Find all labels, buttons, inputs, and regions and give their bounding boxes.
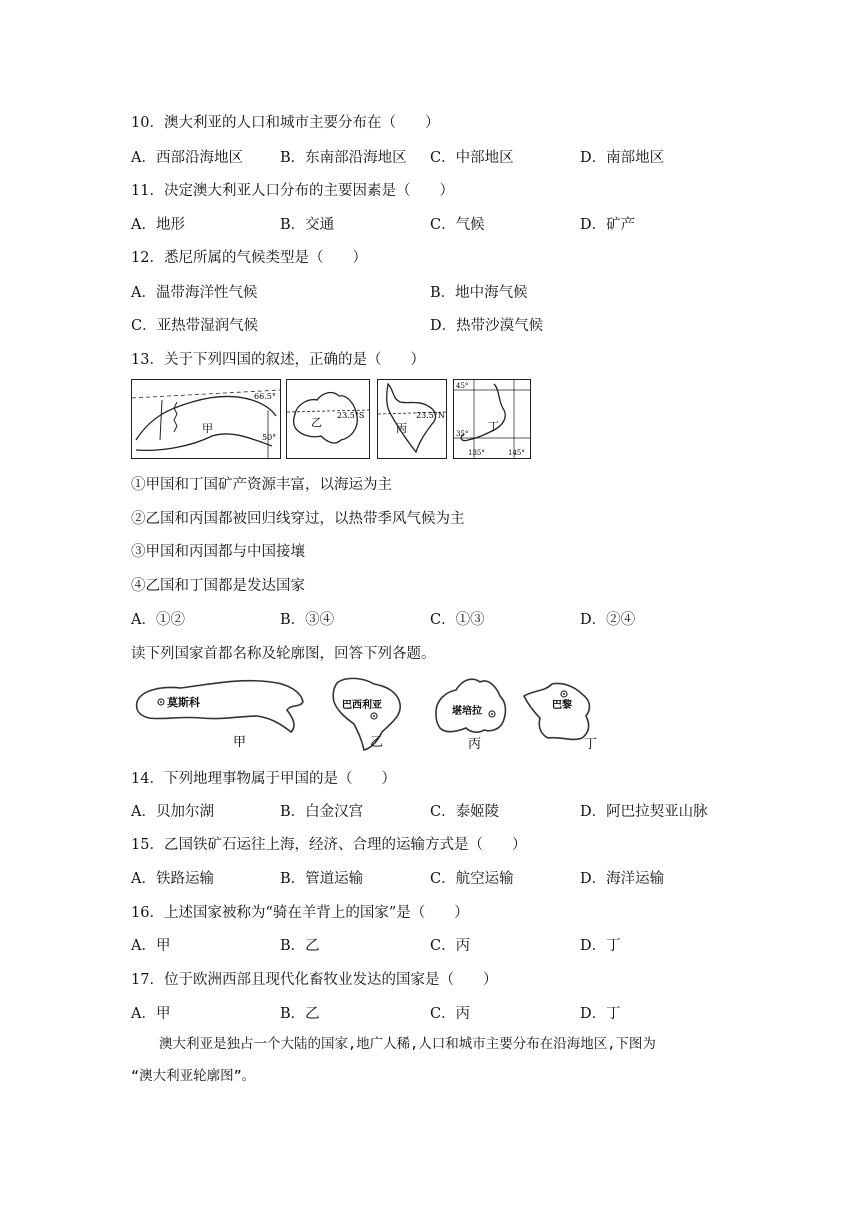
q17-option-c: C．丙: [430, 1006, 471, 1022]
q14-stem: 14．下列地理事物属于甲国的是（ ）: [131, 771, 396, 787]
passage: [131, 1028, 731, 1092]
q14-option-c: C．泰姬陵: [430, 804, 500, 820]
map-ding-label: 丁: [488, 420, 499, 433]
q13-option-b: B．③④: [280, 612, 335, 628]
q16-option-a: A．甲: [131, 938, 171, 954]
q12-option-d: D．热带沙漠气候: [430, 318, 544, 334]
passage-line-2: “澳大利亚轮廓图”。: [131, 1068, 256, 1084]
q15-option-a: A．铁路运输: [131, 871, 214, 887]
map-bing: [377, 379, 447, 459]
map-jia: [131, 379, 281, 459]
map-ding-lon145: 145°: [508, 449, 525, 457]
q14-option-b: B．白金汉宫: [280, 804, 364, 820]
outline-bing: [432, 672, 512, 752]
map-jia-lon: 50°: [262, 433, 277, 442]
q10-stem: 10．澳大利亚的人口和城市主要分布在（ ）: [131, 115, 440, 131]
q14-option-d: D．阿巴拉契亚山脉: [580, 804, 708, 820]
outline-ding-label: 丁: [584, 737, 598, 752]
q12-option-a: A．温带海洋性气候: [131, 285, 258, 301]
q14-option-a: A．贝加尔湖: [131, 804, 214, 820]
outline-brasilia: 巴西利亚: [342, 700, 382, 711]
q13-option-c: C．①③: [430, 612, 485, 628]
q17-option-a: A．甲: [131, 1006, 171, 1022]
q16-option-b: B．乙: [280, 938, 320, 954]
outline-jia-label: 甲: [233, 735, 247, 750]
q15-option-b: B．管道运输: [280, 871, 364, 887]
q15-option-d: D．海洋运输: [580, 871, 665, 887]
outline-jia: [131, 672, 311, 752]
q16-option-d: D．丁: [580, 938, 621, 954]
q11-option-d: D．矿产: [580, 217, 636, 233]
outline-yi-label: 乙: [370, 735, 384, 750]
q16-stem: 16．上述国家被称为“骑在羊背上的国家”是（ ）: [131, 905, 469, 921]
q15-option-c: C．航空运输: [430, 871, 514, 887]
q11-option-b: B．交通: [280, 217, 335, 233]
outline-paris: 巴黎: [552, 700, 572, 711]
outline-bing-label: 丙: [468, 737, 482, 752]
q10-option-c: C．中部地区: [430, 150, 514, 166]
q12-stem: 12．悉尼所属的气候类型是（ ）: [131, 250, 367, 266]
q17-stem: 17．位于欧洲西部且现代化畜牧业发达的国家是（ ）: [131, 972, 498, 988]
map-bing-label: 丙: [396, 422, 407, 435]
q11-stem: 11．决定澳大利亚人口分布的主要因素是（ ）: [131, 183, 454, 199]
q10-option-b: B．东南部沿海地区: [280, 150, 407, 166]
q13-option-a: A．①②: [131, 612, 185, 628]
map-jia-lat: 66.5°: [254, 392, 276, 401]
q13-statement-4: ④乙国和丁国都是发达国家: [131, 578, 305, 594]
q16-option-c: C．丙: [430, 938, 471, 954]
q11-option-c: C．气候: [430, 217, 485, 233]
map-yi: [286, 379, 370, 459]
q12-option-c: C．亚热带湿润气候: [131, 318, 259, 334]
q13-option-d: D．②④: [580, 612, 636, 628]
map-yi-label: 乙: [311, 416, 322, 429]
passage-line-1: 澳大利亚是独占一个大陆的国家,地广人稀,人口和城市主要分布在沿海地区,下图为: [159, 1036, 656, 1052]
map-ding-lon135: 135°: [468, 449, 485, 457]
outline-canberra: 堪培拉: [452, 706, 482, 717]
map-bing-lat: 23.5°N: [416, 411, 445, 420]
q13-statement-1: ①甲国和丁国矿产资源丰富，以海运为主: [131, 477, 392, 493]
outline-yi: [328, 672, 408, 752]
q10-option-d: D．南部地区: [580, 150, 665, 166]
q13-statement-2: ②乙国和丙国都被回归线穿过，以热带季风气候为主: [131, 511, 465, 527]
q13-statement-3: ③甲国和丙国都与中国接壤: [131, 544, 305, 560]
outline-ding: [518, 672, 598, 752]
q10-option-a: A．西部沿海地区: [131, 150, 243, 166]
map-ding-lat35: 35°: [456, 430, 469, 438]
q13-stem: 13．关于下列四国的叙述，正确的是（ ）: [131, 352, 425, 368]
q15-stem: 15．乙国铁矿石运往上海，经济、合理的运输方式是（ ）: [131, 837, 527, 853]
intro-outlines: 读下列国家首都名称及轮廓图，回答下列各题。: [131, 646, 436, 662]
map-jia-label: 甲: [202, 422, 213, 435]
q11-option-a: A．地形: [131, 217, 185, 233]
map-ding: [453, 379, 531, 459]
q12-option-b: B．地中海气候: [430, 285, 528, 301]
q17-option-d: D．丁: [580, 1006, 621, 1022]
map-ding-lat45: 45°: [456, 382, 469, 390]
q17-option-b: B．乙: [280, 1006, 320, 1022]
map-yi-lat: 23.5°S: [337, 411, 365, 420]
outline-moscow: 莫斯科: [167, 696, 200, 709]
